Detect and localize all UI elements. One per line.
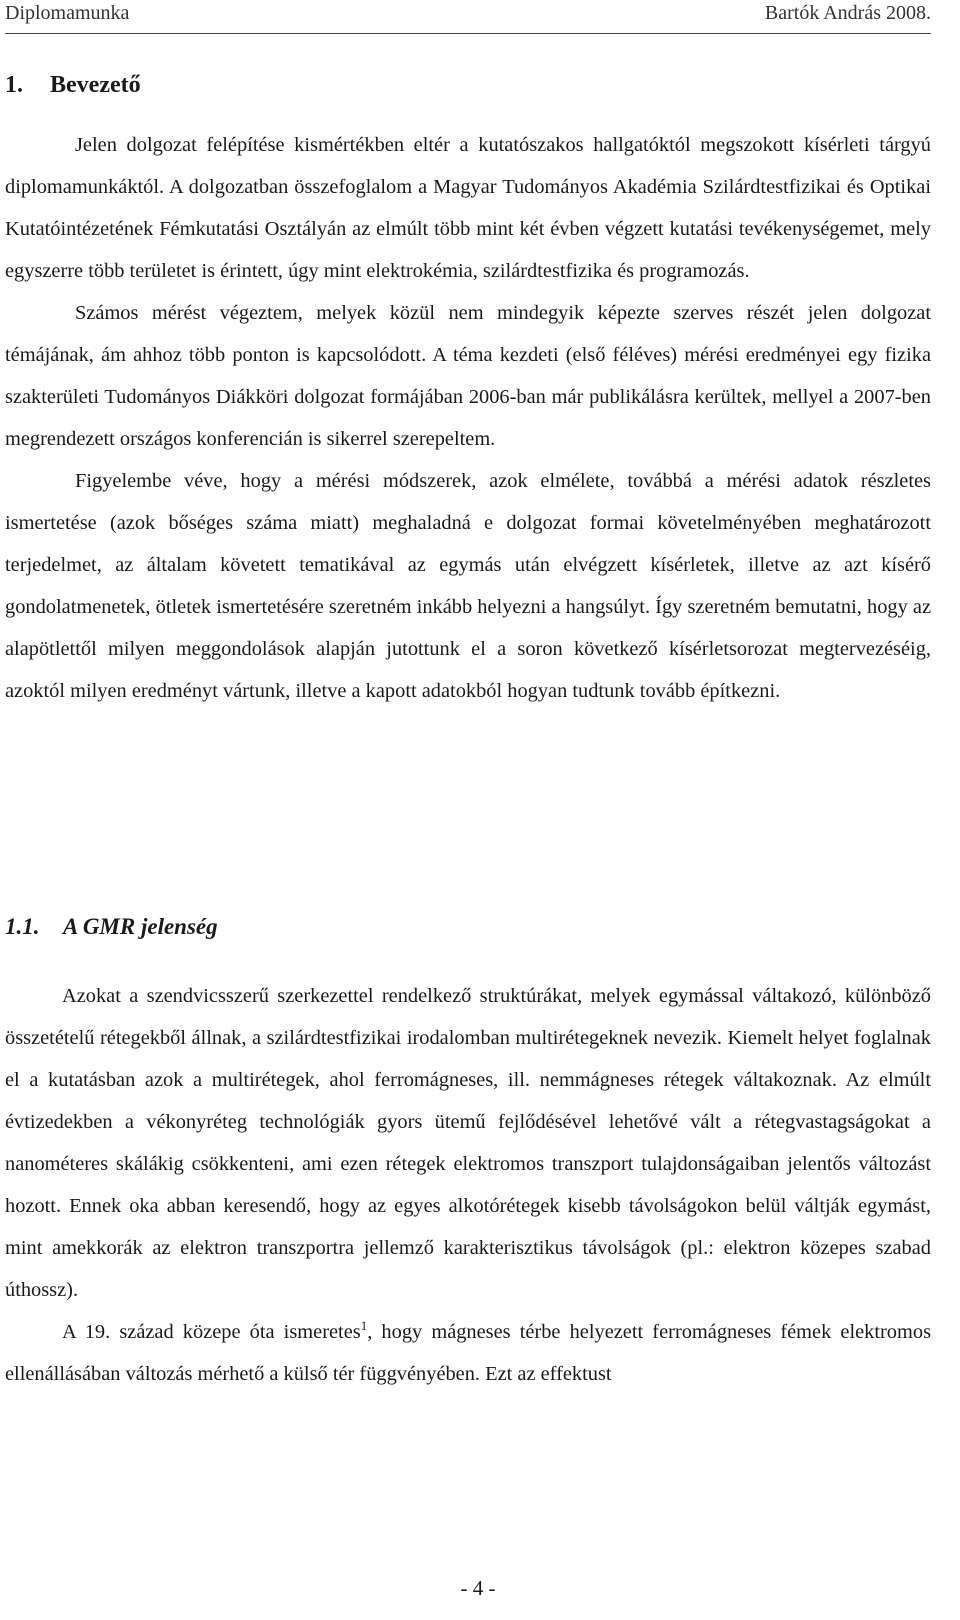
- paragraph: Számos mérést végeztem, melyek közül nem mindegyik képezte szerves részét jelen dolgozat témájának, ám ahhoz több ponton is kapcsolódott. A téma kezdeti (első féléves) mérési eredményei egy fizika szakterületi Tudományos Diákköri dolgozat formájában 2006-ban már publikálásra kerültek, mellyel a 2007-ben megrendezett országos konferencián is sikerrel szerepeltem.: [5, 302, 931, 450]
- paragraph: Figyelembe véve, hogy a mérési módszerek, azok elmélete, továbbá a mérési adatok részletes ismertetése (azok bőséges száma miatt) meghaladná e dolgozat formai követelményében meghatározott terjedelmet, az általam követett tematikával az egymás után elvégzett kísérletek, illetve az azt kísérő gondolatmenetek, ötletek ismertetésére szeretném inkább helyezni a hangsúlyt. Így szeretném bemutatni, hogy az alapötlettől milyen meggondolások alapján jutottunk el a soron következő kísérletsorozat megtervezéséig, azoktól milyen eredményt vártunk, illetve a kapott adatokból hogyan tudtunk tovább építkezni.: [5, 470, 931, 702]
- page-footer: [0, 1576, 960, 1601]
- introduction-text: [5, 124, 931, 712]
- text-run: , hogy mágneses térbe helyezett ferromágneses fémek elektromos ellenállásában változás mérhető a külső tér függvényében. Ezt az effektust: [5, 1321, 931, 1385]
- page-header: [5, 2, 931, 28]
- text-run: A 19. század közepe óta ismeretes: [62, 1321, 361, 1343]
- section-heading: [5, 72, 141, 99]
- section-title: Bevezető: [50, 72, 141, 98]
- header-divider: [5, 33, 931, 34]
- subsection-number: 1.1.: [5, 914, 40, 939]
- subsection-heading: [5, 914, 218, 940]
- subsection-title: A GMR jelenség: [63, 914, 218, 939]
- paragraph: [5, 1311, 931, 1395]
- gmr-section-text: [5, 975, 931, 1395]
- header-title: Diplomamunka: [5, 2, 130, 24]
- paragraph: Azokat a szendvicsszerű szerkezettel rendelkező struktúrákat, melyek egymással váltakozó, különböző összetételű rétegekből állnak, a szilárdtestfizikai irodalomban multirétegeknek nevezik. Kiemelt helyet foglalnak el a kutatásban azok a multirétegek, ahol ferromágneses, ill. nemmágneses rétegek váltakoznak. Az elmúlt évtizedekben a vékonyréteg technológiák gyors ütemű fejlődésével lehetővé vált a rétegvastagságokat a nanométeres skálákig csökkenteni, ami ezen rétegek elektromos transzport tulajdonságaiban jelentős változást hozott. Ennek oka abban keresendő, hogy az egyes alkotórétegek kisebb távolságokon belül váltják egymást, mint amekkorák az elektron transzportra jellemző karakterisztikus távolságok (pl.: elektron közepes szabad úthossz).: [5, 985, 931, 1301]
- page-number: - 4 -: [460, 1576, 496, 1600]
- paragraph: Jelen dolgozat felépítése kismértékben eltér a kutatószakos hallgatóktól megszokott kísérleti tárgyú diplomamunkáktól. A dolgozatban összefoglalom a Magyar Tudományos Akadémia Szilárdtestfizikai és Optikai Kutatóintézetének Fémkutatási Osztályán az elmúlt több mint két évben végzett kutatási tevékenységemet, mely egyszerre több területet is érintett, úgy mint elektrokémia, szilárdtestfizika és programozás.: [5, 134, 931, 282]
- section-number: 1.: [5, 72, 23, 98]
- footnote-marker[interactable]: 1: [360, 1318, 368, 1334]
- header-author-year: Bartók András 2008.: [764, 2, 931, 24]
